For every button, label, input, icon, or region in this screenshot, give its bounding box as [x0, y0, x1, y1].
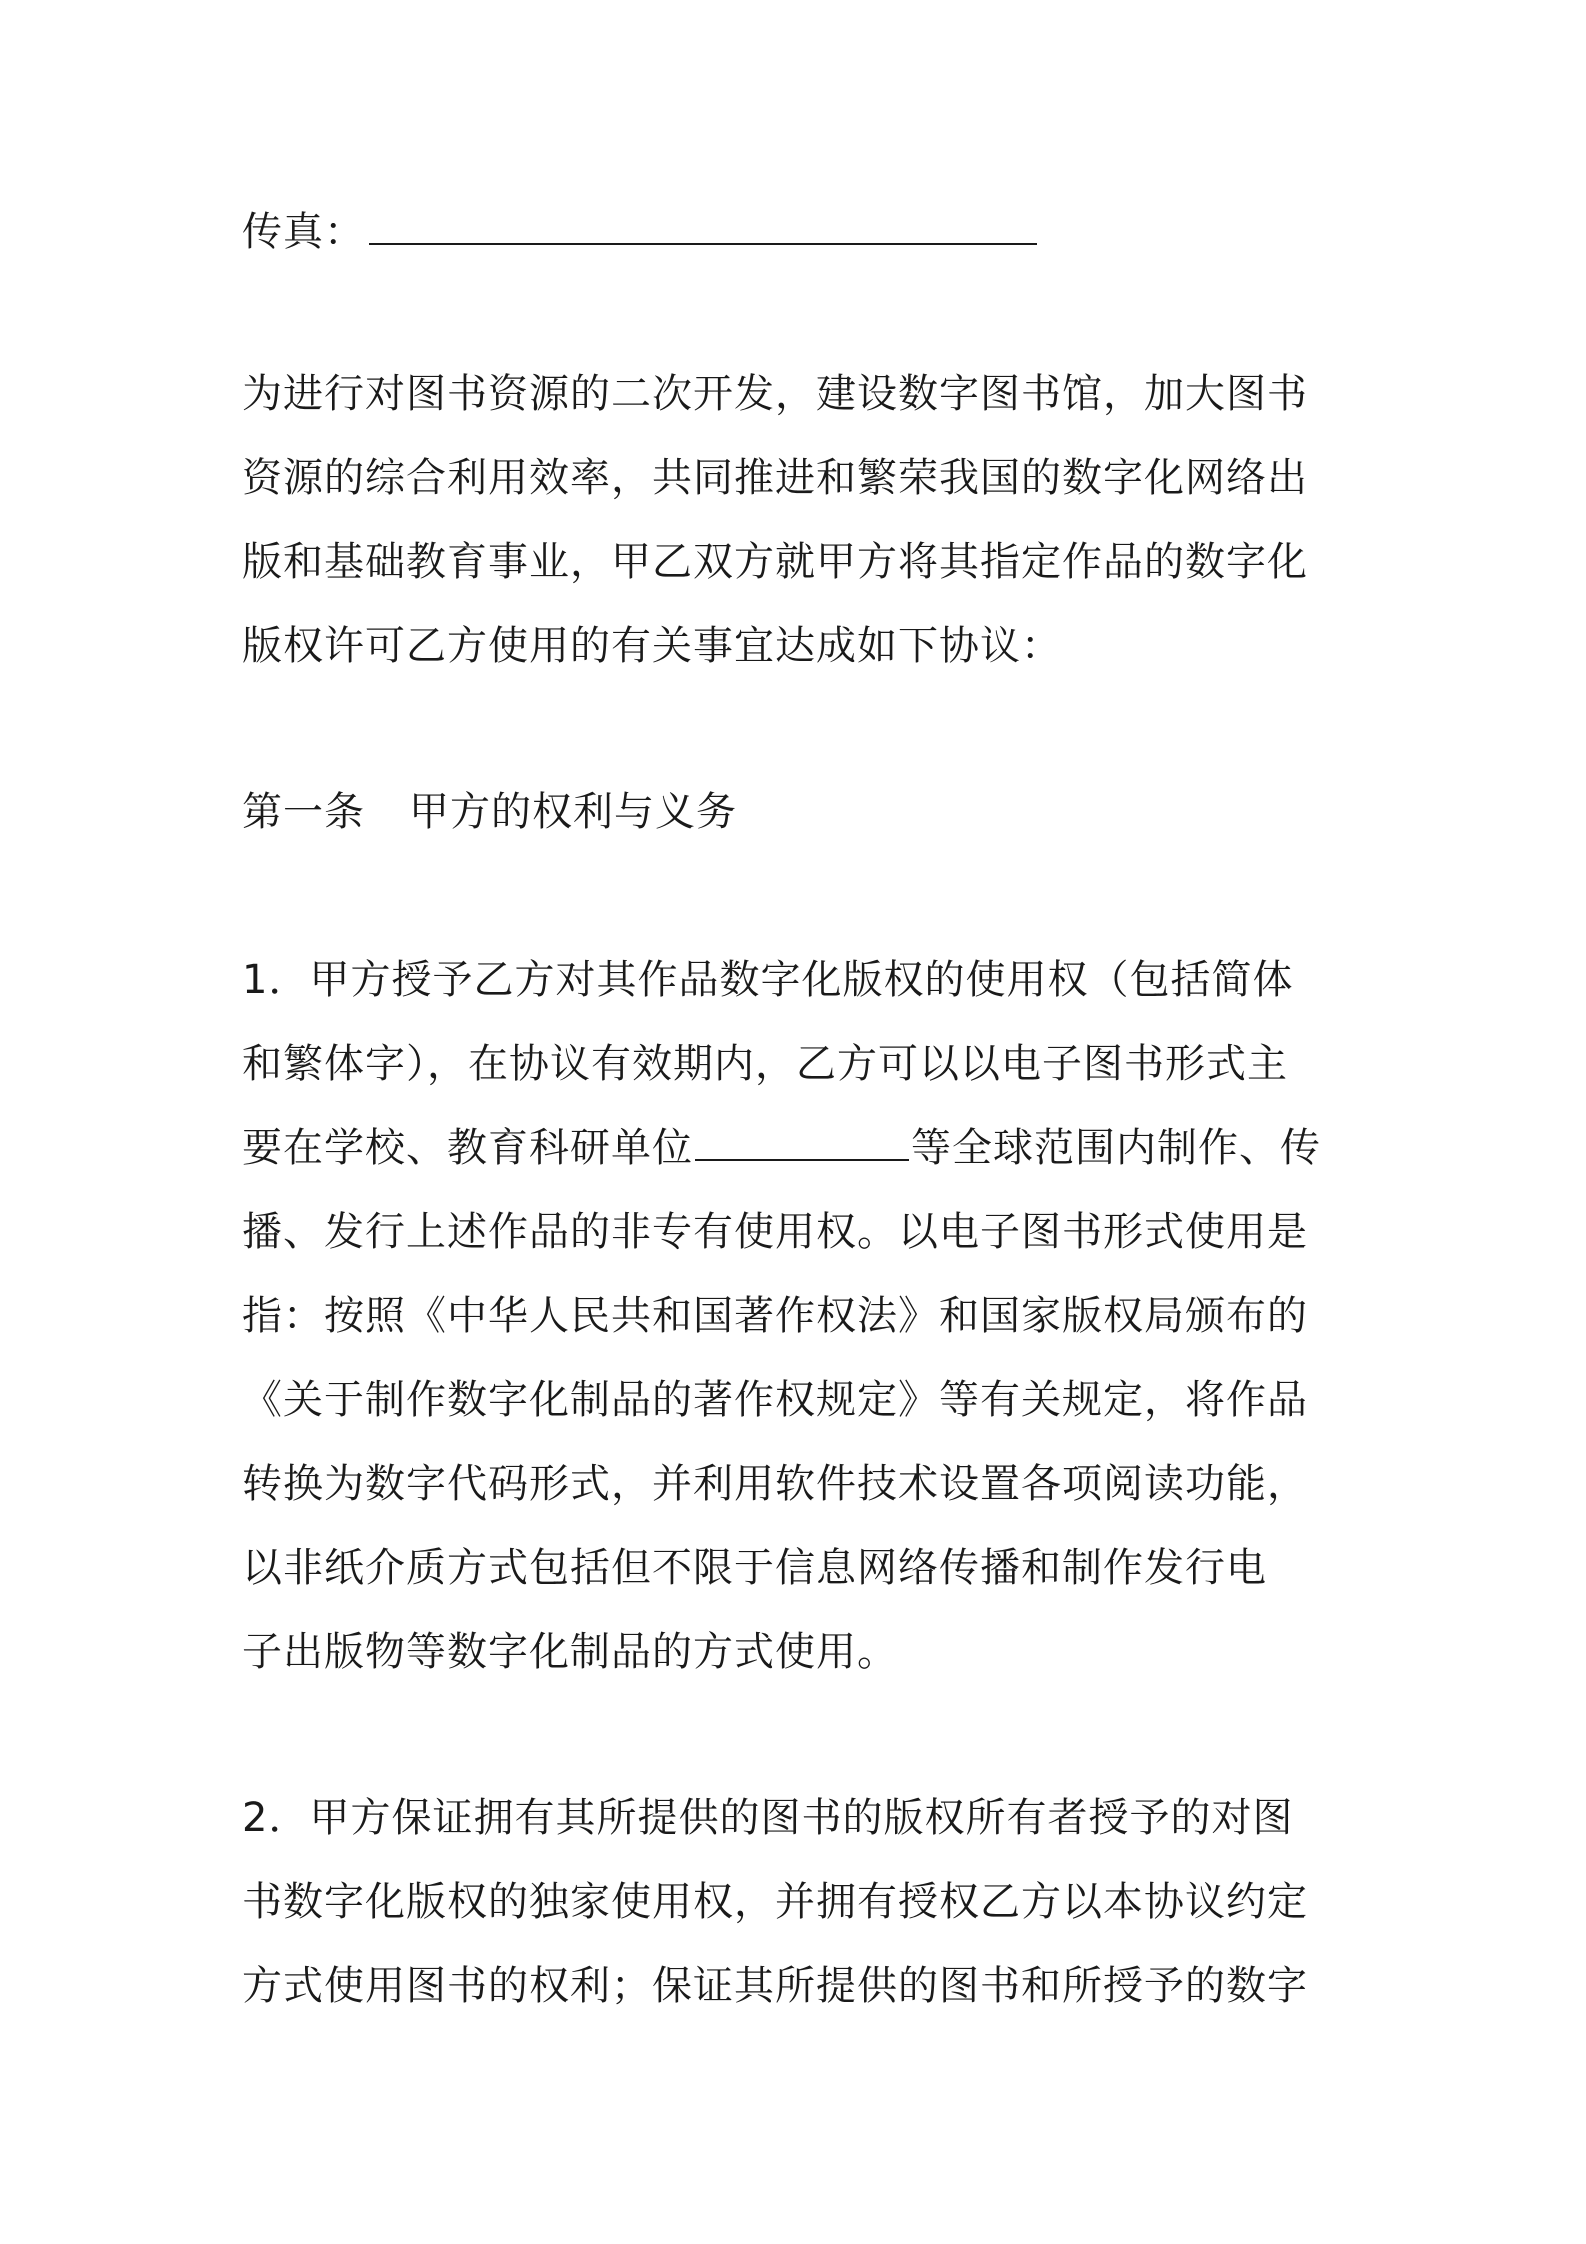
clause1-line-3 [242, 1124, 1321, 1172]
fax-label: 传真： [242, 209, 365, 255]
intro-line-3: 版和基础教育事业，甲乙双方就甲方将其指定作品的数字化 [242, 539, 1308, 585]
clause1-line-1: 1．甲方授予乙方对其作品数字化版权的使用权（包括简体 [242, 957, 1294, 1003]
clause1-line-9: 子出版物等数字化制品的方式使用。 [242, 1629, 898, 1675]
intro-line-1: 为进行对图书资源的二次开发，建设数字图书馆，加大图书 [242, 371, 1308, 417]
fax-line [242, 208, 1037, 256]
article-number: 第一条 [242, 789, 365, 835]
intro-line-4: 版权许可乙方使用的有关事宜达成如下协议： [242, 623, 1062, 669]
article-title: 甲方的权利与义务 [409, 789, 737, 835]
clause2-line-3: 方式使用图书的权利；保证其所提供的图书和所授予的数字 [242, 1963, 1308, 2009]
clause1-line-8: 以非纸介质方式包括但不限于信息网络传播和制作发行电 [242, 1545, 1267, 1591]
clause1-line-3-before: 要在学校、教育科研单位 [242, 1125, 693, 1171]
unit-blank [695, 1125, 909, 1161]
clause1-line-5: 指：按照《中华人民共和国著作权法》和国家版权局颁布的 [242, 1293, 1308, 1339]
article-heading [242, 788, 737, 836]
clause1-line-4: 播、发行上述作品的非专有使用权。以电子图书形式使用是 [242, 1209, 1308, 1255]
fax-blank [369, 209, 1037, 245]
clause1-line-3-after: 等全球范围内制作、传 [911, 1125, 1321, 1171]
clause1-line-6: 《关于制作数字化制品的著作权规定》等有关规定，将作品 [242, 1377, 1308, 1423]
clause1-line-2: 和繁体字），在协议有效期内，乙方可以以电子图书形式主 [242, 1041, 1288, 1087]
clause2-line-2: 书数字化版权的独家使用权，并拥有授权乙方以本协议约定 [242, 1879, 1308, 1925]
clause1-line-7: 转换为数字代码形式，并利用软件技术设置各项阅读功能， [242, 1461, 1308, 1507]
clause2-line-1: 2．甲方保证拥有其所提供的图书的版权所有者授予的对图 [242, 1795, 1294, 1841]
intro-line-2: 资源的综合利用效率，共同推进和繁荣我国的数字化网络出 [242, 455, 1308, 501]
